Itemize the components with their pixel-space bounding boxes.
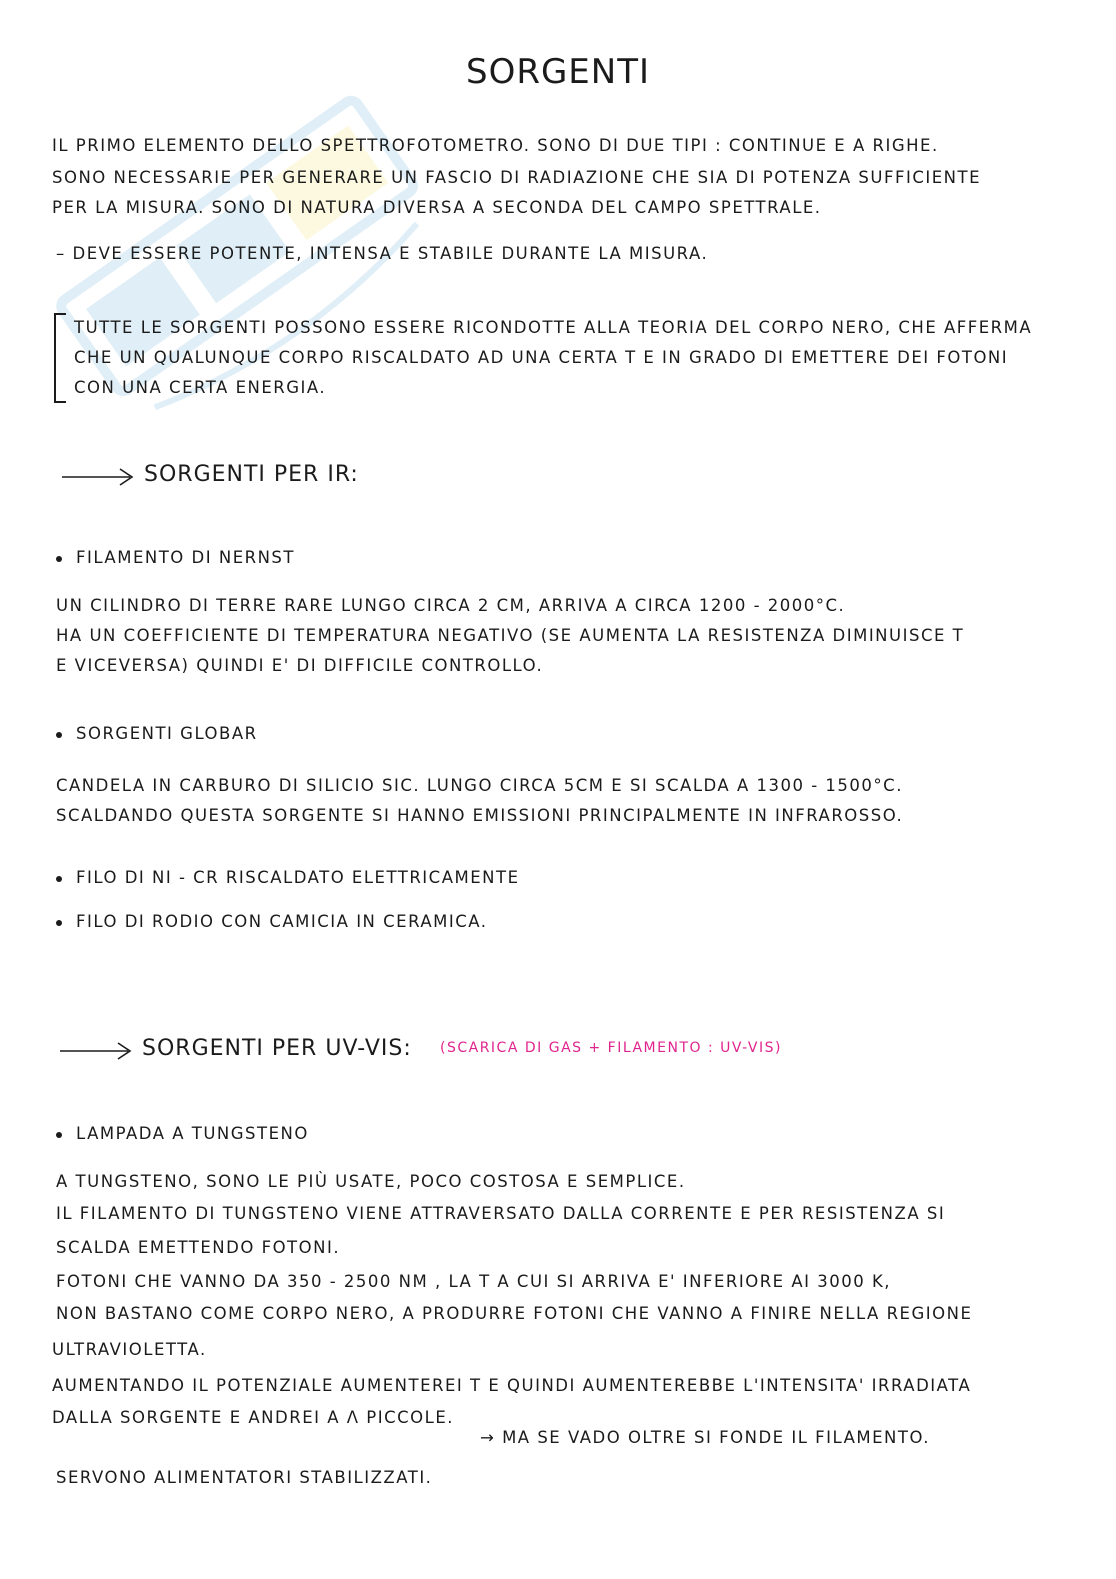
intro-line-1: IL PRIMO ELEMENTO DELLO SPETTROFOTOMETRO. SONO DI DUE TIPI : CONTINUE E A RIGHE.: [52, 136, 939, 155]
boxed-line-3: CON UNA CERTA ENERGIA.: [74, 378, 327, 397]
nernst-title: FILAMENTO DI NERNST: [76, 548, 295, 567]
nicr-item: FILO DI NI - CR RISCALDATO ELETTRICAMENTE: [76, 868, 520, 887]
nernst-line-2: HA UN COEFFICIENTE DI TEMPERATURA NEGATIVO (SE AUMENTA LA RESISTENZA DIMINUISCE T: [56, 626, 965, 645]
bullet-icon: [56, 920, 62, 926]
nernst-line-1: UN CILINDRO DI TERRE RARE LUNGO CIRCA 2 CM, ARRIVA A CIRCA 1200 - 2000°C.: [56, 596, 846, 615]
rodio-item: FILO DI RODIO CON CAMICIA IN CERAMICA.: [76, 912, 488, 931]
note-bracket: [54, 313, 66, 403]
globar-line-1: CANDELA IN CARBURO DI SILICIO SIC. LUNGO CIRCA 5CM E SI SCALDA A 1300 - 1500°C.: [56, 776, 903, 795]
lamp-title: LAMPADA A TUNGSTENO: [76, 1124, 309, 1143]
page-title: SORGENTI: [465, 52, 651, 92]
uv-line-3: SCALDA EMETTENDO FOTONI.: [56, 1238, 341, 1257]
uv-line-7: AUMENTANDO IL POTENZIALE AUMENTEREI T E QUINDI AUMENTEREBBE L'INTENSITA' IRRADIATA: [52, 1376, 972, 1395]
arrow-right-icon: [58, 1040, 134, 1062]
arrow-right-icon: [60, 466, 136, 488]
boxed-line-1: TUTTE LE SORGENTI POSSONO ESSERE RICONDOTTE ALLA TEORIA DEL CORPO NERO, CHE AFFERMA: [74, 318, 1033, 337]
uv-line-4: FOTONI CHE VANNO DA 350 - 2500 NM , LA T A CUI SI ARRIVA E' INFERIORE AI 3000 K,: [56, 1272, 892, 1291]
uv-line-8: DALLA SORGENTE E ANDREI A Λ PICCOLE.: [52, 1408, 455, 1427]
bullet-icon: [56, 876, 62, 882]
bullet-icon: [56, 1132, 62, 1138]
bullet-icon: [56, 732, 62, 738]
uv-line-10: SERVONO ALIMENTATORI STABILIZZATI.: [56, 1468, 433, 1487]
ir-heading: SORGENTI PER IR:: [144, 462, 359, 487]
intro-line-2: SONO NECESSARIE PER GENERARE UN FASCIO DI RADIAZIONE CHE SIA DI POTENZA SUFFICIENTE: [52, 168, 981, 187]
uv-line-2: IL FILAMENTO DI TUNGSTENO VIENE ATTRAVERSATO DALLA CORRENTE E PER RESISTENZA SI: [56, 1204, 946, 1223]
nernst-line-3: E VICEVERSA) QUINDI E' DI DIFFICILE CONTROLLO.: [56, 656, 544, 675]
globar-line-2: SCALDANDO QUESTA SORGENTE SI HANNO EMISSIONI PRINCIPALMENTE IN INFRAROSSO.: [56, 806, 904, 825]
uv-line-5: NON BASTANO COME CORPO NERO, A PRODURRE FOTONI CHE VANNO A FINIRE NELLA REGIONE: [56, 1304, 973, 1323]
uv-line-9: → MA SE VADO OLTRE SI FONDE IL FILAMENTO.: [480, 1428, 931, 1447]
uv-heading: SORGENTI PER UV-VIS:: [142, 1036, 412, 1061]
intro-dash-line: – DEVE ESSERE POTENTE, INTENSA E STABILE DURANTE LA MISURA.: [56, 244, 709, 263]
uv-line-1: A TUNGSTENO, SONO LE PIÙ USATE, POCO COSTOSA E SEMPLICE.: [56, 1172, 686, 1191]
bullet-icon: [56, 556, 62, 562]
globar-title: SORGENTI GLOBAR: [76, 724, 258, 743]
uv-note: (SCARICA DI GAS + FILAMENTO : UV-VIS): [440, 1040, 782, 1056]
uv-line-6: ULTRAVIOLETTA.: [52, 1340, 207, 1359]
intro-line-3: PER LA MISURA. SONO DI NATURA DIVERSA A SECONDA DEL CAMPO SPETTRALE.: [52, 198, 822, 217]
boxed-line-2: CHE UN QUALUNQUE CORPO RISCALDATO AD UNA CERTA T E IN GRADO DI EMETTERE DEI FOTONI: [74, 348, 1009, 367]
